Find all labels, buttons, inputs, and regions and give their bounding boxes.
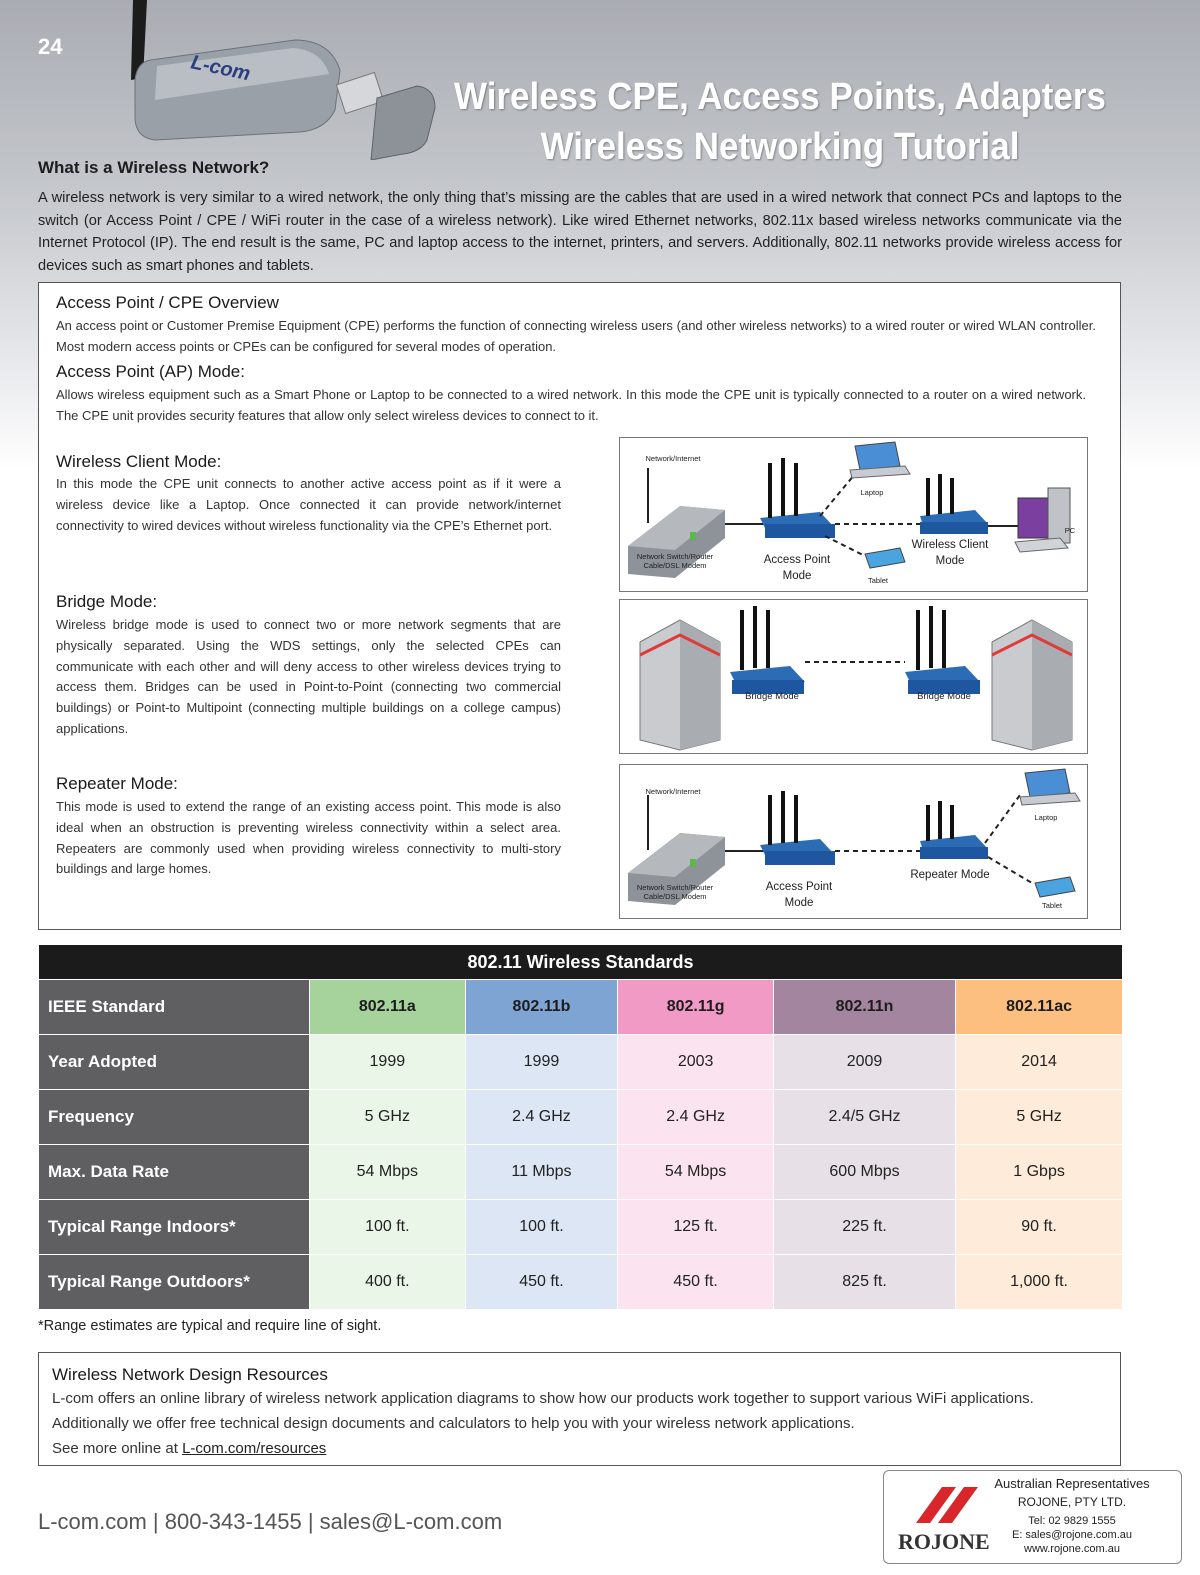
repeater-mode-text: This mode is used to extend the range of an existing access point. This mode is also ideal when an obstruction is preventing wireless connectivity within a select area. Repeaters are commonly used when providing wireless connectivity to multi-story buildings and large homes. bbox=[56, 799, 561, 877]
row-label: Year Adopted bbox=[39, 1035, 310, 1090]
table-cell: 100 ft. bbox=[310, 1200, 466, 1255]
table-cell: 450 ft. bbox=[465, 1255, 618, 1310]
usb-wireless-adapter-image bbox=[95, 0, 445, 160]
ap-mode-text: Allows wireless equipment such as a Smart Phone or Laptop to be connected to a wired network. In this mode the CPE unit is typically connected to a router on a wired network. The CPE unit provides security features that allow only select wireless devices to connect to it. bbox=[56, 387, 1086, 423]
repeater-mode-label: Repeater Mode bbox=[910, 869, 990, 881]
range-footnote: *Range estimates are typical and require line of sight. bbox=[38, 1318, 382, 1334]
bridge-mode-title: Bridge Mode: bbox=[56, 592, 158, 611]
rep-company: ROJONE, PTY LTD. bbox=[1017, 1495, 1127, 1509]
table-cell: 5 GHz bbox=[310, 1090, 466, 1145]
resources-line-3 bbox=[52, 1440, 326, 1457]
table-cell: 400 ft. bbox=[310, 1255, 466, 1310]
intro-paragraph: A wireless network is very similar to a wired network, the only thing that’s missing are the cables that are used in a wired network that connect PCs and laptops to the switch (or Access Point / CPE / WiFi router in the case of a wireless network). Like wired Ethernet networks, 802.11x based wireless networks communicate via the Internet Protocol (IP). The end result is the same, PC and laptop access to the internet, printers, and servers. Additionally, 802.11 networks provide wireless access for devices such as smart phones and tablets. bbox=[38, 190, 1122, 274]
bridge-diagram-art bbox=[620, 600, 1087, 753]
client-mode-diagram bbox=[619, 437, 1088, 592]
resources-title: Wireless Network Design Resources bbox=[52, 1365, 328, 1384]
modes-section bbox=[38, 282, 1121, 930]
table-row bbox=[39, 1035, 1123, 1090]
table-row bbox=[39, 1090, 1123, 1145]
standard-header-2: 802.11g bbox=[618, 980, 774, 1035]
table-cell: 1999 bbox=[310, 1035, 466, 1090]
client-pc-label: PC bbox=[1064, 526, 1076, 535]
table-cell: 2003 bbox=[618, 1035, 774, 1090]
client-laptop-label: Laptop bbox=[860, 488, 884, 497]
design-resources-section bbox=[38, 1352, 1121, 1466]
adapter-logo: L-com bbox=[188, 51, 253, 86]
overview-text: An access point or Customer Premise Equipment (CPE) performs the function of connecting wireless users (and other wireless networks) to a wired router or wired WLAN controller. Most modern access points or CPEs can be configured for several modes of operation. bbox=[56, 318, 1096, 354]
overview-title: Access Point / CPE Overview bbox=[56, 293, 279, 312]
bridge-left-label: Bridge Mode bbox=[745, 691, 799, 702]
repeater-ap-label: Access Point Mode bbox=[765, 881, 833, 909]
table-cell: 2.4 GHz bbox=[465, 1090, 618, 1145]
standard-header-3: 802.11n bbox=[773, 980, 955, 1035]
rep-title: Australian Representatives bbox=[994, 1476, 1150, 1491]
rojone-logo-text: ROJONE bbox=[898, 1529, 990, 1554]
standard-header-0: 802.11a bbox=[310, 980, 466, 1035]
client-tablet-label: Tablet bbox=[867, 576, 888, 585]
table-cell: 11 Mbps bbox=[465, 1145, 618, 1200]
rojone-logo-icon bbox=[912, 1479, 982, 1529]
table-cell: 825 ft. bbox=[773, 1255, 955, 1310]
table-cell: 5 GHz bbox=[956, 1090, 1123, 1145]
title-line-2: Wireless Networking Tutorial bbox=[540, 126, 1020, 168]
bridge-right-label: Bridge Mode bbox=[917, 691, 971, 702]
table-cell: 1,000 ft. bbox=[956, 1255, 1123, 1310]
table-cell: 225 ft. bbox=[773, 1200, 955, 1255]
table-cell: 1 Gbps bbox=[956, 1145, 1123, 1200]
client-network-label: Network/Internet bbox=[645, 454, 701, 463]
table-cell: 450 ft. bbox=[618, 1255, 774, 1310]
title-line-1: Wireless CPE, Access Points, Adapters bbox=[454, 76, 1106, 118]
table-cell: 100 ft. bbox=[465, 1200, 618, 1255]
standards-table-title: 802.11 Wireless Standards bbox=[39, 945, 1123, 980]
standard-header-4: 802.11ac bbox=[956, 980, 1123, 1035]
table-cell: 54 Mbps bbox=[618, 1145, 774, 1200]
resources-link-prefix: See more online at bbox=[52, 1440, 183, 1457]
table-cell: 600 Mbps bbox=[773, 1145, 955, 1200]
row-label: IEEE Standard bbox=[39, 980, 310, 1035]
rep-tel: Tel: 02 9829 1555 bbox=[1028, 1515, 1116, 1527]
footer-contact: L-com.com | 800-343-1455 | sales@L-com.com bbox=[38, 1509, 503, 1534]
table-cell: 1999 bbox=[465, 1035, 618, 1090]
intro-heading: What is a Wireless Network? bbox=[38, 158, 270, 177]
representative-box bbox=[883, 1470, 1182, 1564]
ap-mode-title: Access Point (AP) Mode: bbox=[56, 362, 245, 381]
row-label: Typical Range Outdoors* bbox=[39, 1255, 310, 1310]
client-router-label: Network Switch/Router Cable/DSL Modem bbox=[636, 552, 714, 570]
table-cell: 2014 bbox=[956, 1035, 1123, 1090]
repeater-laptop-label: Laptop bbox=[1034, 813, 1058, 822]
row-label: Frequency bbox=[39, 1090, 310, 1145]
table-cell: 125 ft. bbox=[618, 1200, 774, 1255]
resources-line-1: L-com offers an online library of wireless network application diagrams to show how our products work together to support various WiFi applications. bbox=[52, 1390, 1034, 1407]
page-title bbox=[420, 72, 1140, 172]
resources-line-2: Additionally we offer free technical design documents and calculators to help you with your wireless network applications. bbox=[52, 1415, 855, 1432]
table-cell: 54 Mbps bbox=[310, 1145, 466, 1200]
table-row bbox=[39, 1255, 1123, 1310]
table-row bbox=[39, 1145, 1123, 1200]
repeater-tablet-label: Tablet bbox=[1041, 901, 1062, 910]
repeater-network-label: Network/Internet bbox=[645, 787, 701, 796]
page-number: 24 bbox=[38, 34, 63, 59]
client-mode-label: Wireless Client Mode bbox=[911, 539, 989, 567]
table-cell: 2.4/5 GHz bbox=[773, 1090, 955, 1145]
standards-header-row bbox=[39, 980, 1123, 1035]
client-mode-title: Wireless Client Mode: bbox=[56, 452, 222, 471]
repeater-mode-title: Repeater Mode: bbox=[56, 774, 178, 793]
table-cell: 2.4 GHz bbox=[618, 1090, 774, 1145]
table-row bbox=[39, 1200, 1123, 1255]
row-label: Typical Range Indoors* bbox=[39, 1200, 310, 1255]
bridge-mode-diagram bbox=[619, 599, 1088, 754]
rep-website[interactable]: www.rojone.com.au bbox=[1024, 1543, 1120, 1555]
repeater-mode-diagram bbox=[619, 764, 1088, 919]
repeater-router-label: Network Switch/Router Cable/DSL Modem bbox=[636, 883, 714, 901]
client-ap-label: Access Point Mode bbox=[763, 554, 831, 582]
row-label: Max. Data Rate bbox=[39, 1145, 310, 1200]
table-cell: 90 ft. bbox=[956, 1200, 1123, 1255]
bridge-mode-text: Wireless bridge mode is used to connect two or more network segments that are physically separated. Using the WDS settings, only the selected CPEs can communicate with each other and will deny access to other wireless devices trying to access them. Bridges can be used in Point-to-Point (connecting two commercial buildings) or Point-to Multipoint (connecting multiple buildings on a college campus) applications. bbox=[56, 617, 561, 736]
wireless-standards-table bbox=[38, 944, 1123, 1310]
standard-header-1: 802.11b bbox=[465, 980, 618, 1035]
resources-link[interactable]: L-com.com/resources bbox=[182, 1440, 327, 1457]
table-cell: 2009 bbox=[773, 1035, 955, 1090]
client-mode-text: In this mode the CPE unit connects to another active access point as if it were a wireless device like a Laptop. Once connected it can provide network/internet connectivity to wired devices without wireless functionality via the CPE’s Ethernet port. bbox=[56, 476, 561, 533]
rep-email[interactable]: E: sales@rojone.com.au bbox=[1011, 1529, 1132, 1541]
